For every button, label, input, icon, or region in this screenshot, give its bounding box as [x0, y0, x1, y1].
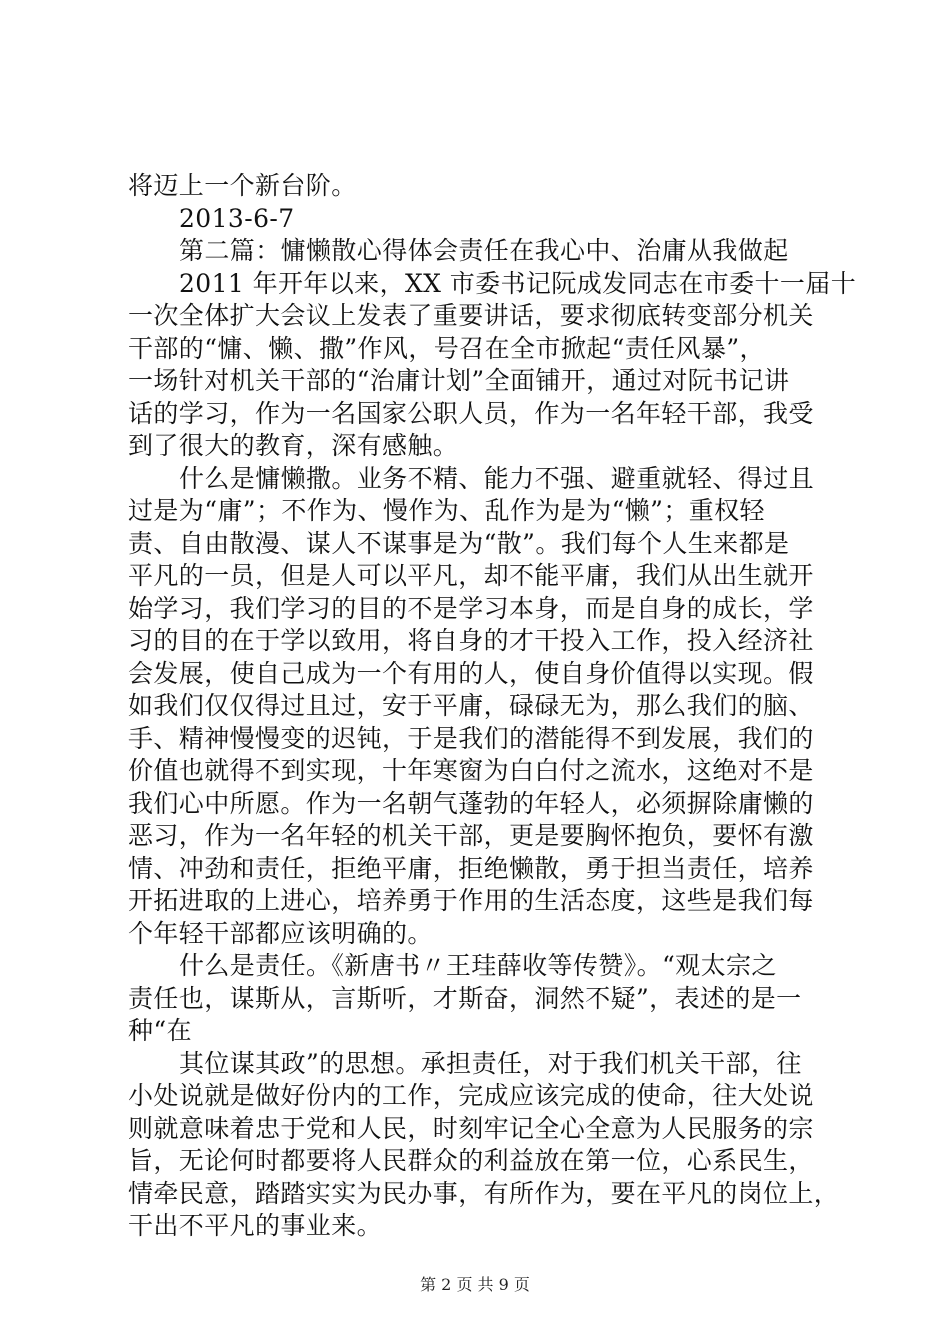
text-line: 恶习，作为一名年轻的机关干部，更是要胸怀抱负，要怀有激	[128, 821, 814, 850]
text-line: 到了很大的教育，深有感触。	[128, 431, 459, 460]
text-line: 个年轻干部都应该明确的。	[128, 918, 433, 948]
text-line: 什么是责任。《新唐书〃王珪薛收等传赞》。“观太宗之	[179, 951, 777, 980]
text-line: 一次全体扩大会议上发表了重要讲话，要求彻底转变部分机关	[128, 301, 814, 330]
text-line: 开拓进取的上进心，培养勇于作用的生活态度，这些是我们每	[128, 886, 814, 915]
text-line: 将迈上一个新台阶。	[128, 171, 357, 200]
text-line: 责任也，谋斯从，言斯听，才斯奋，洞然不疑”，表述的是一	[128, 983, 802, 1013]
text-line: 手、精神慢慢变的迟钝，于是我们的潜能得不到发展，我们的	[128, 723, 814, 753]
text-line: 情牵民意，踏踏实实为民办事，有所作为，要在平凡的岗位上，	[128, 1178, 840, 1208]
text-line: 其位谋其政”的思想。承担责任，对于我们机关干部，往	[179, 1048, 802, 1078]
text-line: 习的目的在于学以致用，将自身的才干投入工作，投入经济社	[128, 626, 814, 655]
text-line: 过是为“庸”；不作为、慢作为、乱作为是为“懒”；重权轻	[128, 496, 765, 525]
text-line: 干出不平凡的事业来。	[128, 1211, 383, 1240]
text-line: 旨，无论何时都要将人民群众的利益放在第一位，心系民生，	[128, 1146, 814, 1175]
text-line: 平凡的一员，但是人可以平凡，却不能平庸，我们从出生就开	[128, 561, 814, 590]
text-line: 干部的“慵、懒、撒”作风，号召在全市掀起“责任风暴”，	[128, 333, 765, 363]
text-line: 什么是慵懒撒。业务不精、能力不强、避重就轻、得过且	[179, 463, 815, 493]
text-line: 话的学习，作为一名国家公职人员，作为一名年轻干部，我受	[128, 398, 814, 428]
text-line: 2011 年开年以来，XX 市委书记阮成发同志在市委十一届十	[179, 268, 857, 298]
text-line: 始学习，我们学习的目的不是学习本身，而是自身的成长，学	[128, 593, 814, 623]
text-line: 如我们仅仅得过且过，安于平庸，碌碌无为，那么我们的脑、	[128, 691, 814, 720]
text-line: 会发展，使自己成为一个有用的人，使自身价值得以实现。假	[128, 658, 814, 688]
text-line: 我们心中所愿。作为一名朝气蓬勃的年轻人，必须摒除庸懒的	[128, 788, 814, 818]
text-line: 第二篇：慵懒散心得体会责任在我心中、治庸从我做起	[179, 236, 789, 265]
page-footer: 第 2 页 共 9 页	[420, 1275, 530, 1294]
text-line: 2013-6-7	[179, 203, 295, 233]
text-line: 责、自由散漫、谋人不谋事是为“散”。我们每个人生来都是	[128, 528, 790, 558]
text-line: 种“在	[128, 1016, 192, 1045]
text-line: 则就意味着忠于党和人民，时刻牢记全心全意为人民服务的宗	[128, 1113, 814, 1143]
text-line: 情、冲劲和责任，拒绝平庸，拒绝懒散，勇于担当责任，培养	[128, 853, 814, 883]
text-line: 一场针对机关干部的“治庸计划”全面铺开，通过对阮书记讲	[128, 366, 790, 395]
document-body	[128, 170, 857, 1243]
text-line: 小处说就是做好份内的工作，完成应该完成的使命，往大处说	[128, 1081, 814, 1110]
text-line: 价值也就得不到实现，十年寒窗为白白付之流水，这绝对不是	[128, 756, 814, 785]
